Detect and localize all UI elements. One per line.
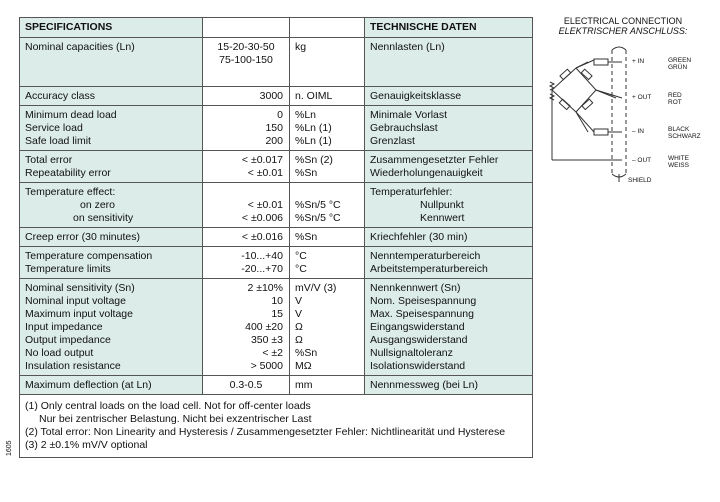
row-temperature-effect: Temperature effect: on zero on sensitivity < ±0.01 < ±0.006 %Sn/5 °C %Sn/5 °C Temperaturfehler: Nullpunkt Kennwert: [20, 183, 533, 228]
specifications-table: [19, 17, 533, 458]
pin-plus-out-sign: + OUT: [632, 94, 652, 101]
row-error-group: Total error Repeatability error < ±0.017 < ±0.01 %Sn (2) %Sn Zusammengesetzter Fehler Wiederholungenauigkeit: [20, 151, 533, 183]
pin-plus-in-color: GREEN GRÜN: [668, 57, 692, 71]
footnote-1: (1) Only central loads on the load cell. Not for off-center loads: [25, 400, 311, 412]
pin-plus-out-color: RED ROT: [668, 92, 682, 106]
row-temperature-group: Temperature compensation Temperature limits -10...+40 -20...+70 °C °C Nenntemperaturbereich Arbeitstemperaturbereich: [20, 247, 533, 279]
pin-minus-in-sign: – IN: [632, 128, 644, 135]
row-load-group: Minimum dead load Service load Safe load limit 0 150 200 %Ln %Ln (1) %Ln (1) Minimale Vorlast Gebrauchslast Grenzlast: [20, 106, 533, 151]
wheatstone-bridge-diagram: [546, 42, 666, 187]
shield-label: SHIELD: [628, 177, 652, 184]
row-creep-error: Creep error (30 minutes) < ±0.016 %Sn Kriechfehler (30 min): [20, 228, 533, 247]
header-technische-daten: TECHNISCHE DATEN: [365, 18, 533, 38]
header-row: [20, 18, 533, 38]
pin-plus-in-sign: + IN: [632, 58, 645, 65]
footnote-3: (3) 2 ±0.1% mV/V optional: [25, 439, 148, 451]
pin-minus-out-color: WHITE WEISS: [668, 155, 689, 169]
row-electrical-group: Nominal sensitivity (Sn) Nominal input voltage Maximum input voltage Input impedance Output impedance No load output Insulation resistance 2 ±10% 10 15 400 ±20 350 ±3 < ±2 > 5000 mV/V (3) V V Ω Ω %Sn MΩ Nennkennwert (Sn) Nom. Speisespannung Max. Speisespannung Eingangswiderstand Ausgangswiderstand Nullsignaltoleranz Isolationswiderstand: [20, 279, 533, 376]
row-max-deflection: Maximum deflection (at Ln) 0.3-0.5 mm Nennmessweg (bei Ln): [20, 376, 533, 395]
footnotes: [20, 395, 533, 458]
header-specifications: SPECIFICATIONS: [20, 18, 203, 38]
footnote-1-de: Nur bei zentrischer Belastung. Nicht bei exzentrischer Last: [39, 413, 312, 425]
pin-minus-out-sign: – OUT: [632, 157, 652, 164]
row-nominal-capacities: Nominal capacities (Ln) 15-20-30-50 75-100-150 kg Nennlasten (Ln): [20, 38, 533, 87]
footnote-2: (2) Total error: Non Linearity and Hysteresis / Zusammengesetzter Fehler: Nichtlinearität und Hysterese: [25, 426, 506, 438]
row-accuracy-class: Accuracy class 3000 n. OIML Genauigkeitsklasse: [20, 87, 533, 106]
pin-minus-in-color: BLACK SCHWARZ: [668, 126, 701, 140]
electrical-connection-title: ELECTRICAL CONNECTION ELEKTRISCHER ANSCHLUSS:: [558, 16, 688, 36]
side-code: 1605: [6, 440, 13, 456]
